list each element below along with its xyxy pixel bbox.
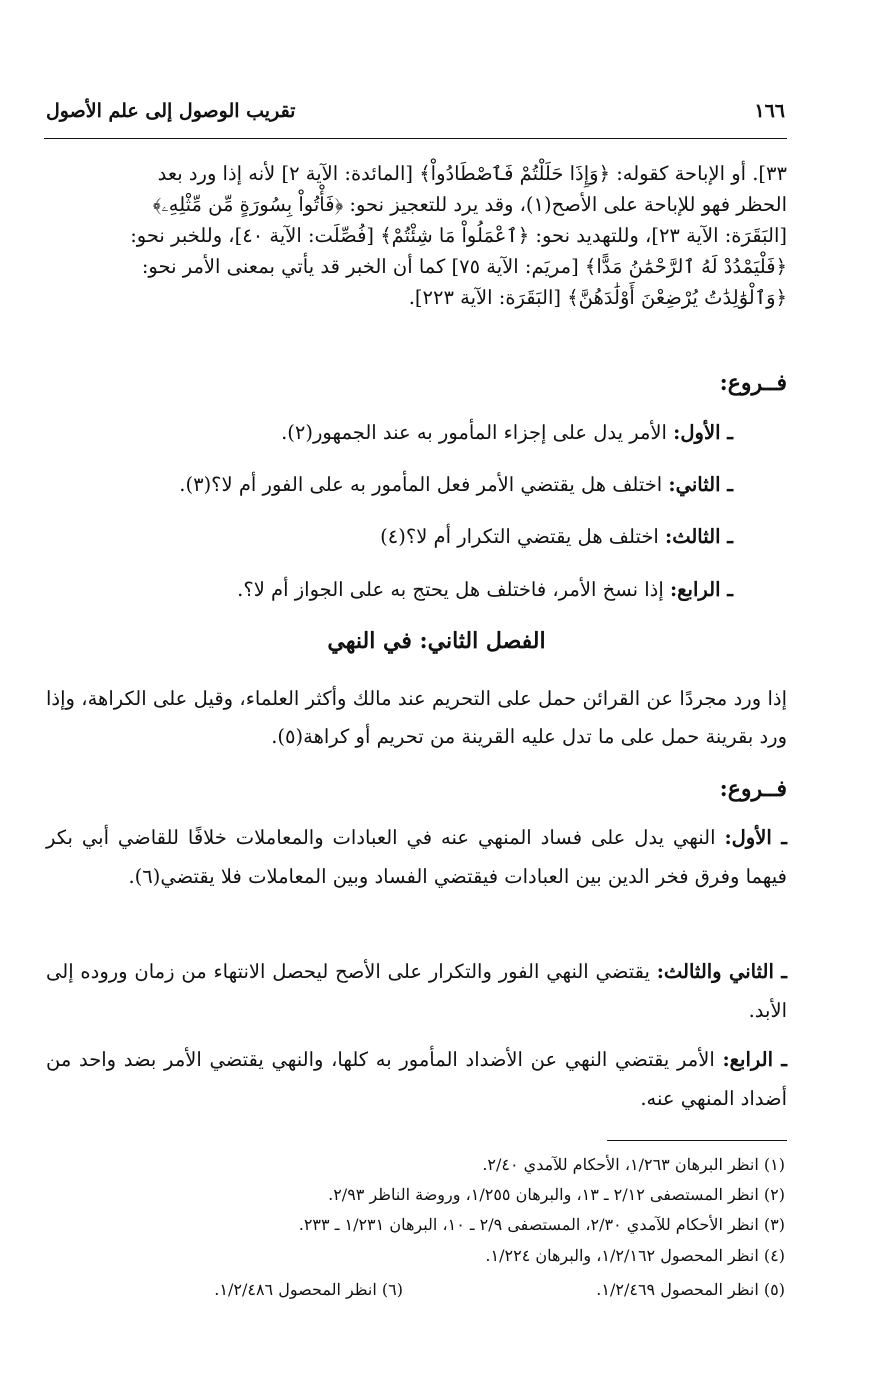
branch-label: ـ الرابع:: [669, 578, 733, 601]
footnote: (٢) انظر المستصفى ٢/١٢ ـ ١٣، والبرهان ١/٢٥٥، وروضة الناظر ٢/٩٣.: [328, 1185, 785, 1204]
branch-text: الأمر يقتضي النهي عن الأضداد المأمور به كلها، والنهي يقتضي الأمر بضد واحد من أضداد المنهي عنه.: [46, 1048, 787, 1110]
branch-label: ـ الثالث:: [665, 525, 733, 548]
intro-line: الحظر فهو للإباحة على الأصح(١)، وقد يرد للتعجيز نحو: ﴿فَأْتُواْ بِسُورَةٍ مِّن مِّثْلِهِۦ﴾: [152, 193, 787, 216]
branch-text: النهي يدل على فساد المنهي عنه في العبادات والمعاملات خلافًا للقاضي أبي بكر فيهما وفرق فخر الدين بين العبادات فيقتضي الفساد وبين المعاملات فلا يقتضي(٦).: [46, 826, 787, 888]
branch-text: يقتضي النهي الفور والتكرار على الأصح ليحصل الانتهاء من زمان وروده إلى الأبد.: [46, 960, 787, 1022]
branches-heading: فــروع:: [719, 370, 787, 396]
branch-item: [380, 522, 733, 552]
footnote: (٥) انظر المحصول ١/٢/٤٦٩.: [596, 1280, 785, 1299]
intro-paragraph: [46, 158, 787, 313]
footnote: (٦) انظر المحصول ١/٢/٤٨٦.: [214, 1280, 403, 1299]
header-rule: [44, 138, 787, 139]
running-header: [46, 100, 785, 130]
page-number: ١٦٦: [754, 100, 785, 122]
intro-line: ﴿فَلْيَمْدُدْ لَهُ ٱلرَّحْمَٰنُ مَدًّا﴾ [مريَم: الآية ٧٥] كما أن الخبر قد يأتي بمعنى الأمر نحو:: [141, 255, 787, 278]
intro-line: ﴿وَٱلْوَٰلِدَٰتُ يُرْضِعْنَ أَوْلَٰدَهُنَّ﴾ [البَقَرَة: الآية ٢٢٣].: [408, 286, 787, 309]
branches-heading-2: فــروع:: [719, 776, 787, 802]
intro-line: ٣٣]. أو الإباحة كقوله: ﴿وَإِذَا حَلَلْتُمْ فَٱصْطَادُواْ﴾ [المائدة: الآية ٢] لأنه إذا ورد بعد: [157, 162, 787, 185]
chapter-paragraph: إذا ورد مجردًا عن القرائن حمل على التحريم عند مالك وأكثر العلماء، وقيل على الكراهة، وإذا ورد بقرينة حمل على ما تدل عليه القرينة من تحريم أو كراهة(٥).: [46, 687, 787, 748]
branch-item-para: [46, 818, 787, 896]
branch-text: اختلف هل يقتضي الأمر فعل المأمور به على الفور أم لا؟(٣).: [179, 473, 669, 496]
footnote: (١) انظر البرهان ١/٢٦٣، الأحكام للآمدي ٢/٤٠.: [482, 1155, 785, 1174]
branch-label: ـ الثاني والثالث:: [656, 960, 788, 983]
branch-label: ـ الرابع:: [722, 1048, 787, 1071]
branch-item-para: [46, 952, 787, 1030]
intro-line: [البَقَرَة: الآية ٢٣]، وللتهديد نحو: ﴿ٱعْمَلُواْ مَا شِئْتُمْ﴾ [فُصِّلَت: الآية ٤٠]، وللخبر نحو:: [130, 224, 787, 247]
branch-label: ـ الأول:: [673, 421, 733, 444]
branch-item: [237, 575, 733, 605]
footnote-rule: [607, 1140, 787, 1141]
branch-text: إذا نسخ الأمر، فاختلف هل يحتج به على الجواز أم لا؟.: [237, 578, 670, 601]
branch-item-para: [46, 1040, 787, 1118]
branch-label: ـ الأول:: [724, 826, 788, 849]
footnote: (٤) انظر المحصول ١/٢/١٦٢، والبرهان ١/٢٢٤.: [485, 1246, 785, 1265]
chapter-heading: الفصل الثاني: في النهي: [327, 628, 546, 654]
footnote: (٣) انظر الأحكام للآمدي ٢/٣٠، المستصفى ٢/٩ ـ ١٠، البرهان ١/٢٣١ ـ ٢٣٣.: [298, 1215, 785, 1234]
branch-text: اختلف هل يقتضي التكرار أم لا؟(٤): [380, 525, 666, 548]
book-title: تقريب الوصول إلى علم الأصول: [46, 100, 296, 122]
branch-label: ـ الثاني:: [668, 473, 733, 496]
branch-text: الأمر يدل على إجزاء المأمور به عند الجمهور(٢).: [281, 421, 674, 444]
branch-item: [179, 470, 733, 500]
branch-item: [281, 418, 733, 448]
